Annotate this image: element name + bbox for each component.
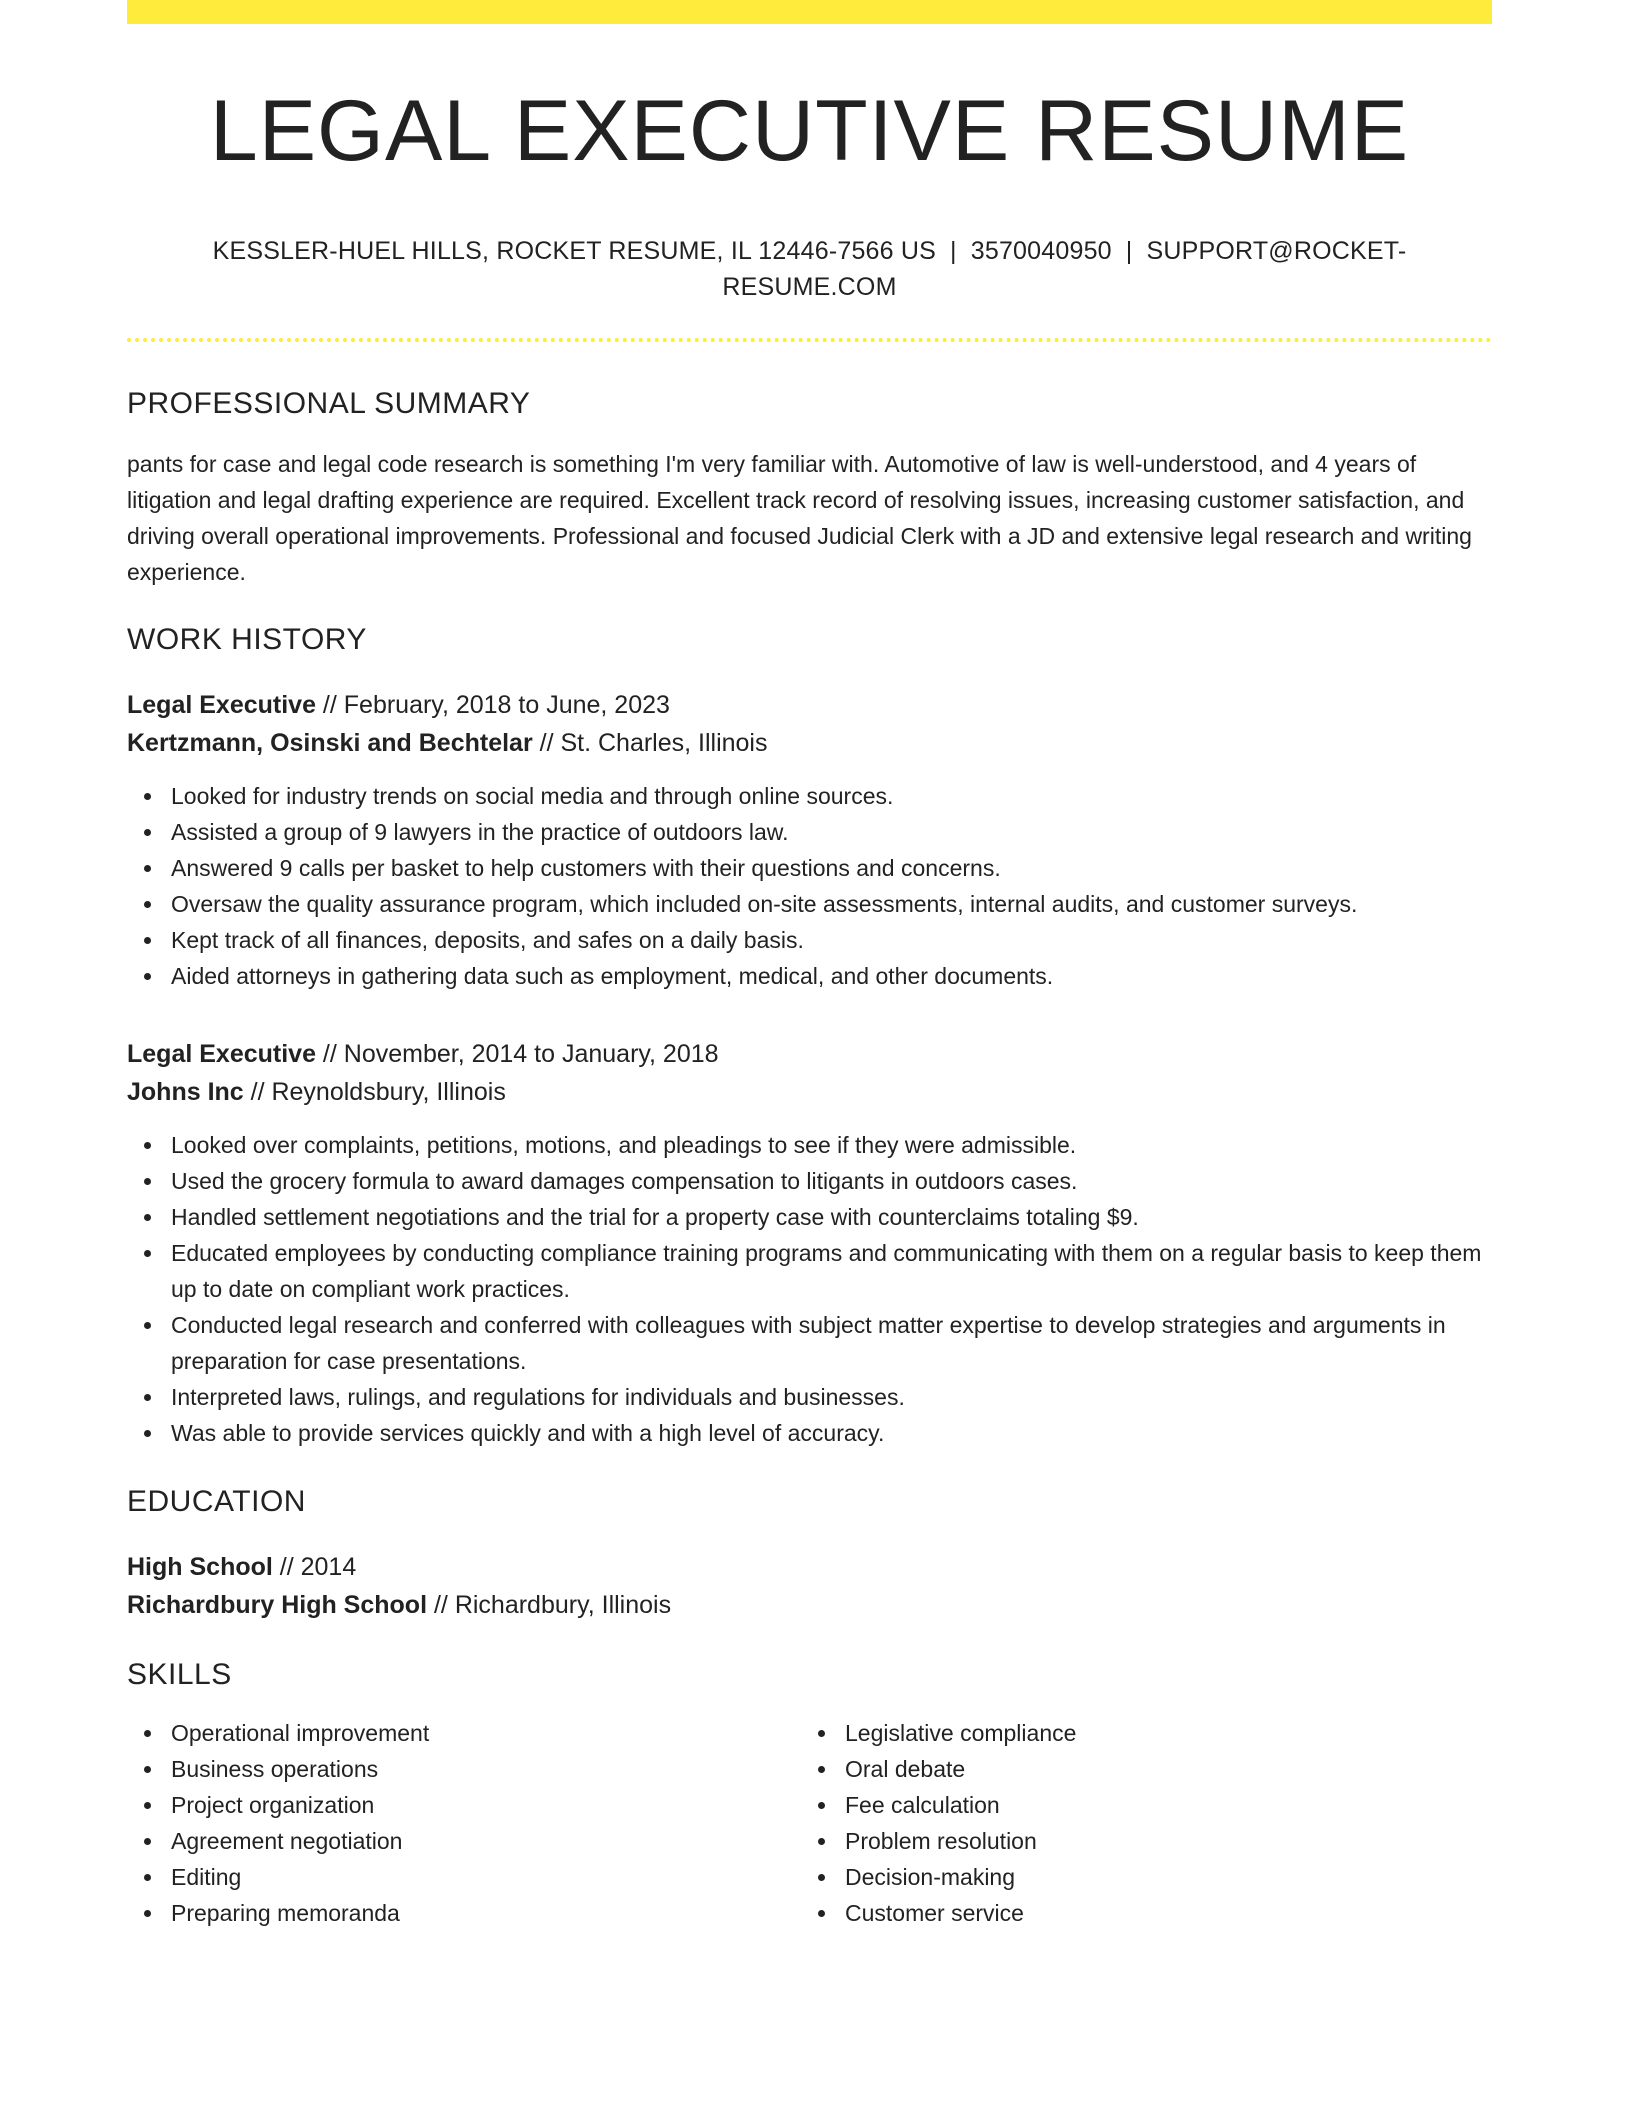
job-bullet: Assisted a group of 9 lawyers in the practice of outdoors law. [127,814,1492,850]
skill-item: Preparing memoranda [127,1895,801,1931]
contact-phone: 3570040950 [970,237,1112,265]
education-location: // Richardbury, Illinois [427,1591,672,1619]
education-degree-line [127,1548,1492,1586]
skill-item: Decision-making [801,1859,1475,1895]
job-position: Legal Executive [127,1040,316,1068]
job-bullet: Handled settlement negotiations and the trial for a property case with counterclaims totaling $9. [127,1199,1492,1235]
contact-line [127,233,1492,305]
education-school-line [127,1586,1492,1624]
job-dates: // November, 2014 to January, 2018 [315,1040,719,1068]
summary-paragraph: pants for case and legal code research is something I'm very familiar with. Automotive of law is well-understood, and 4 years of litigation and legal drafting experience are required. Excellent track record of resolving issues, increasing customer satisfaction, and driving overall operational improvements. Professional and focused Judicial Clerk with a JD and extensive legal research and writing experience. [127,451,1472,585]
job-bullet: Oversaw the quality assurance program, which included on-site assessments, internal audits, and customer surveys. [127,886,1492,922]
job-bullet: Kept track of all finances, deposits, and safes on a daily basis. [127,922,1492,958]
job-bullet: Used the grocery formula to award damages compensation to litigants in outdoors cases. [127,1163,1492,1199]
job-company: Johns Inc [127,1078,244,1106]
job-bullet: Looked for industry trends on social media and through online sources. [127,778,1492,814]
education-year: // 2014 [272,1553,357,1581]
skill-item: Problem resolution [801,1823,1475,1859]
job-company: Kertzmann, Osinski and Bechtelar [127,729,533,757]
job-location: // Reynoldsbury, Illinois [243,1078,506,1106]
job-entry-header [127,686,1492,762]
job-bullet: Educated employees by conducting compliance training programs and communicating with them on a regular basis to keep them up to date on compliant work practices. [127,1235,1492,1307]
section-title-skills: SKILLS [127,1658,232,1691]
section-title-education: EDUCATION [127,1485,306,1518]
skills-list-right [801,1715,1475,1931]
skill-item: Oral debate [801,1751,1475,1787]
resume-title: LEGAL EXECUTIVE RESUME [209,83,1410,179]
job-company-line [127,724,1492,762]
contact-address: KESSLER-HUEL HILLS, ROCKET RESUME, IL 12446-7566 US [212,237,937,265]
dotted-divider [127,338,1492,342]
contact-separator: | [1125,237,1133,265]
contact-separator: | [950,237,957,265]
job-company-line [127,1073,1492,1111]
section-title-work-history: WORK HISTORY [127,623,367,656]
job-bullet: Aided attorneys in gathering data such as employment, medical, and other documents. [127,958,1492,994]
skill-item: Fee calculation [801,1787,1475,1823]
job-bullet: Looked over complaints, petitions, motions, and pleadings to see if they were admissible. [127,1127,1492,1163]
job-title-line [127,686,1492,724]
skill-item: Project organization [127,1787,801,1823]
skills-columns [127,1715,1492,1931]
skill-item: Business operations [127,1751,801,1787]
job-bullet: Answered 9 calls per basket to help customers with their questions and concerns. [127,850,1492,886]
accent-top-bar [127,0,1492,24]
section-title-summary: PROFESSIONAL SUMMARY [127,387,531,420]
job-bullet: Was able to provide services quickly and with a high level of accuracy. [127,1415,1492,1451]
resume-page [127,0,1492,1931]
job-bullet: Interpreted laws, rulings, and regulations for individuals and businesses. [127,1379,1492,1415]
job-entry-header [127,1035,1492,1111]
skill-item: Legislative compliance [801,1715,1475,1751]
skills-list-left [127,1715,801,1931]
job-bullet-list [127,1127,1492,1451]
job-dates: // February, 2018 to June, 2023 [315,691,670,719]
job-bullet-list [127,778,1492,994]
education-entry [127,1548,1492,1624]
job-bullet: Conducted legal research and conferred with colleagues with subject matter expertise to develop strategies and arguments in preparation for case presentations. [127,1307,1492,1379]
education-degree: High School [127,1553,273,1581]
job-title-line [127,1035,1492,1073]
skill-item: Operational improvement [127,1715,801,1751]
contact-email: SUPPORT@ROCKET-RESUME.COM [722,237,1407,301]
job-location: // St. Charles, Illinois [532,729,768,757]
skill-item: Agreement negotiation [127,1823,801,1859]
skill-item: Editing [127,1859,801,1895]
education-school: Richardbury High School [127,1591,428,1619]
skill-item: Customer service [801,1895,1475,1931]
job-position: Legal Executive [127,691,316,719]
